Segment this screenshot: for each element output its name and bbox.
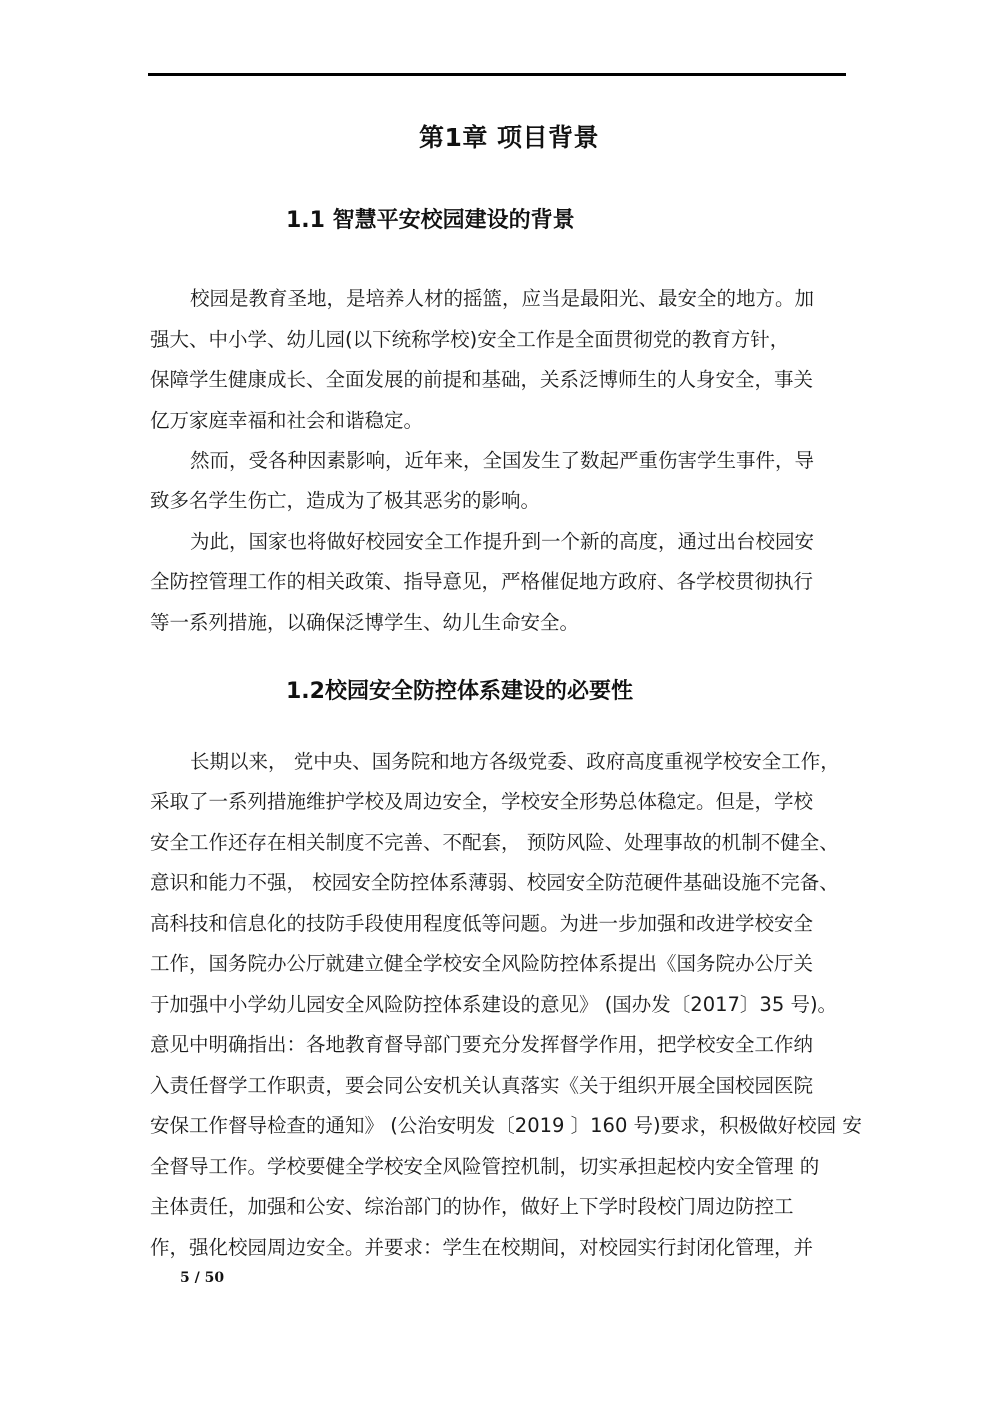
section-heading-1-1: 1.1 智慧平安校园建设的背景 [286,208,575,233]
paragraph-line: 作，强化校园周边安全。并要求：学生在校期间，对校园实行封闭化管理，并 [150,1236,814,1259]
paragraph-line: 采取了一系列措施维护学校及周边安全，学校安全形势总体稳定。但是，学校 [150,790,814,813]
paragraph-line: 高科技和信息化的技防手段使用程度低等问题。为进一步加强和改进学校安全 [150,912,814,935]
section-heading-1-2: 1.2校园安全防控体系建设的必要性 [286,679,633,704]
paragraph-line: 为此，国家也将做好校园安全工作提升到一个新的高度，通过出台校园安 [190,530,815,553]
paragraph-line: 意见中明确指出：各地教育督导部门要充分发挥督学作用，把学校安全工作纳 [150,1033,814,1056]
chapter-title: 第1章 项目背景 [418,123,600,152]
paragraph-line: 校园是教育圣地，是培养人材的摇篮，应当是最阳光、最安全的地方。加 [190,287,815,310]
paragraph-line: 等一系列措施，以确保泛博学生、幼儿生命安全。 [150,611,580,634]
paragraph-line: 全防控管理工作的相关政策、指导意见，严格催促地方政府、各学校贯彻执行 [150,570,814,593]
paragraph-line: 长期以来， 党中央、国务院和地方各级党委、政府高度重视学校安全工作， [190,750,840,773]
paragraph-line: 意识和能力不强， 校园安全防控体系薄弱、校园安全防范硬件基础设施不完备、 [150,871,839,894]
paragraph-line: 工作，国务院办公厅就建立健全学校安全风险防控体系提出《国务院办公厅关 [150,952,814,975]
paragraph-line: 全督导工作。学校要健全学校安全风险管控机制，切实承担起校内安全管理 的 [150,1155,820,1178]
page-number: 5 / 50 [180,1270,225,1286]
header-rule [148,73,846,76]
paragraph-line: 主体责任，加强和公安、综治部门的协作，做好上下学时段校门周边防控工 [150,1195,794,1218]
paragraph-line: 然而，受各种因素影响，近年来，全国发生了数起严重伤害学生事件，导 [190,449,815,472]
paragraph-line: 入责任督学工作职责，要会同公安机关认真落实《关于组织开展全国校园医院 [150,1074,814,1097]
paragraph-line: 保障学生健康成长、全面发展的前提和基础，关系泛博师生的人身安全，事关 [150,368,814,391]
paragraph-line: 安全工作还存在相关制度不完善、不配套， 预防风险、处理事故的机制不健全、 [150,831,839,854]
paragraph-line: 强大、中小学、幼儿园(以下统称学校)安全工作是全面贯彻党的教育方针， [150,328,790,351]
paragraph-line: 安保工作督导检查的通知》 (公治安明发〔2019 〕160 号)要求，积极做好校园 安 [150,1114,862,1137]
paragraph-line: 致多名学生伤亡，造成为了极其恶劣的影响。 [150,489,541,512]
paragraph-line: 亿万家庭幸福和社会和谐稳定。 [150,409,424,432]
paragraph-line: 于加强中小学幼儿园安全风险防控体系建设的意见》 (国办发〔2017〕35 号)。 [150,993,838,1016]
